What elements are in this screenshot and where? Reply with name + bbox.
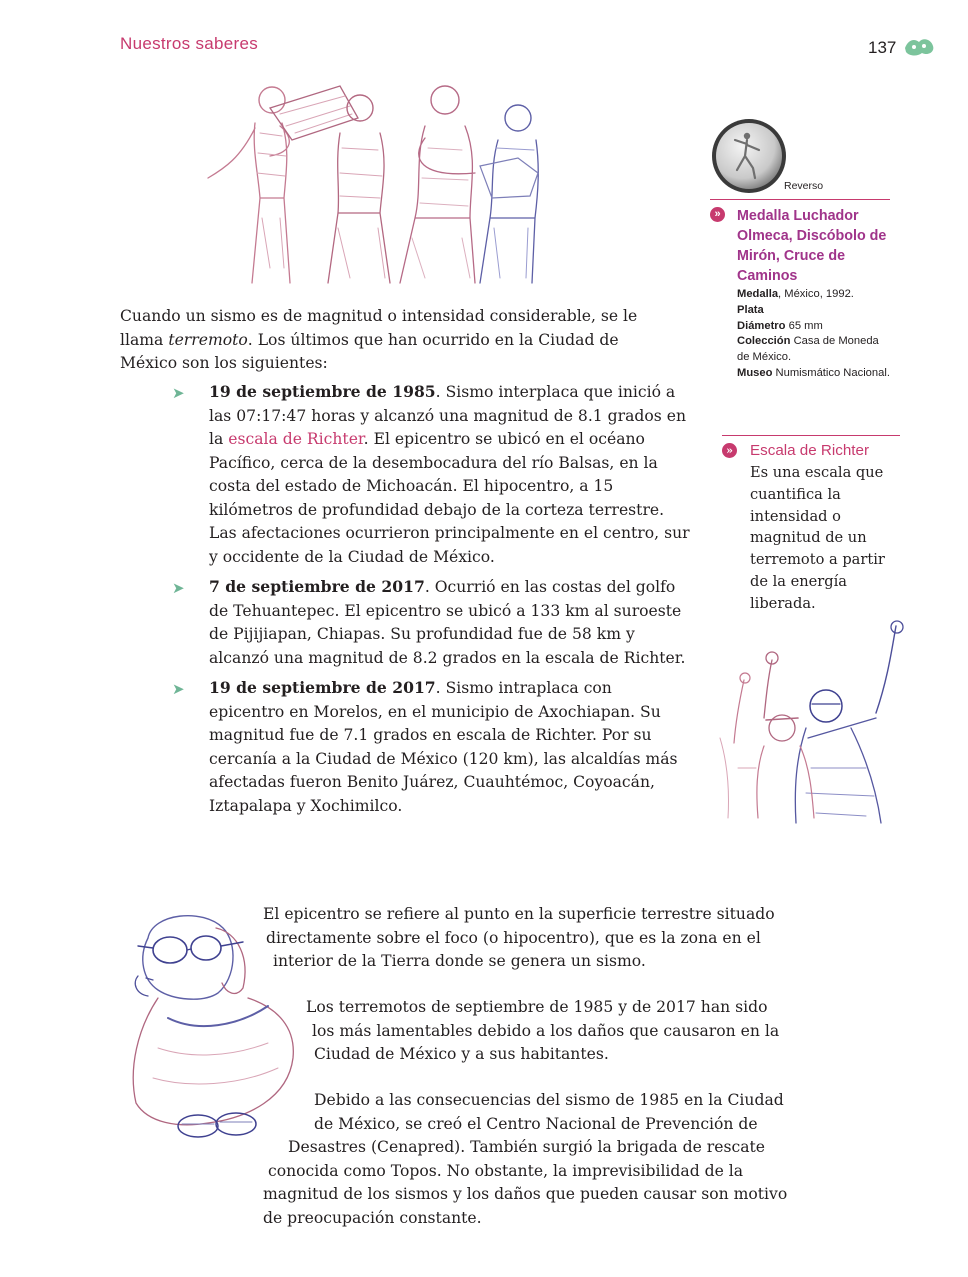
glossary-definition: Es una escala que cuantifica la intensidad o magnitud de un terremoto a partir de la energía liberada. <box>750 464 885 612</box>
glossary-divider <box>722 435 900 436</box>
list-item: ➤ 19 de septiembre de 2017. Sismo intraplaca con epicentro en Morelos, en el municipio de Axochiapan. Su magnitud fue de 7.1 grados en escala de Richter. Por su cercanía a la Ciudad de México (120 km), las alcaldías más afectadas fueron Benito Juárez, Cuauhtémoc, Coyoacán, Iztapalapa y Xochimilco. <box>172 678 678 815</box>
medal-details: Medalla, México, 1992. Plata Diámetro 65 mm Colección Casa de Moneda de México. Museo Numismático Nacional. <box>737 288 890 379</box>
fist <box>891 621 903 633</box>
section-title: Nuestros saberes <box>120 34 259 53</box>
earthquakes-impact-paragraph: Los terremotos de septiembre de 1985 y de 2017 han sido los más lamentables debido a los daños que causaron en la Ciudad de México y a sus habitantes. <box>306 998 780 1063</box>
rescuer-head <box>505 105 531 131</box>
glossary-richter <box>722 441 900 615</box>
richter-scale-link[interactable]: escala de Richter <box>228 430 364 448</box>
rubble-block <box>480 158 538 198</box>
rescuer-body <box>757 746 814 818</box>
dog-snout <box>135 976 153 996</box>
chevron-circle-icon: » <box>710 207 725 222</box>
page-number: 137 <box>868 38 897 57</box>
rescuer-head <box>810 690 842 722</box>
rescuers-illustration <box>200 78 540 288</box>
glossary-term: Escala de Richter <box>750 442 870 459</box>
raised-fists-illustration <box>716 618 906 830</box>
epicenter-paragraph: El epicentro se refiere al punto en la superficie terrestre situado directamente sobre el foco (o hipocentro), que es la zona en el interior de la Tierra donde se genera un sismo. <box>263 905 775 970</box>
rescuer-body <box>208 123 290 283</box>
intro-paragraph: Cuando un sismo es de magnitud o intensidad considerable, se le llama terremoto. Los últimos que han ocurrido en la Ciudad de México son los siguientes: <box>120 307 638 372</box>
raised-arm <box>876 626 896 713</box>
list-item: ➤ 7 de septiembre de 2017. Ocurrió en las costas del golfo de Tehuantepec. El epicentro se ubicó a 133 km al suroeste de Pijijiapan, Chiapas. Su profundidad fue de 58 km y alcanzó una magnitud de 8.2 grados en la escala de Richter. <box>172 577 686 667</box>
rescuer-head <box>259 87 285 113</box>
medal-image <box>711 118 787 194</box>
medal-info <box>710 206 892 382</box>
medal-image-caption: Reverso <box>784 180 824 192</box>
goggles-icon <box>138 936 243 963</box>
raised-arm <box>764 660 772 718</box>
rescuer-body <box>328 133 390 283</box>
medal-title: Medalla Luchador Olmeca, Discóbolo de Mirón, Cruce de Caminos <box>737 208 887 284</box>
triangle-arrow-icon: ➤ <box>172 384 185 402</box>
cenapred-paragraph: Debido a las consecuencias del sismo de 1985 en la Ciudad de México, se creó el Centro Nacional de Prevención de Desastres (Cenapred). También surgió la brigada de rescate conocida como Topos. No obstante, la imprevisibilidad de la magnitud de los sismos y los daños que pueden causar son motivo de preocupación constante. <box>263 1091 788 1227</box>
dog-collar <box>168 1006 268 1026</box>
chevron-circle-icon: » <box>722 443 737 458</box>
rescuer-head <box>431 86 459 114</box>
rescuer-head <box>347 95 373 121</box>
rescuer-body <box>480 140 538 283</box>
fist <box>740 673 750 683</box>
list-item: ➤ 19 de septiembre de 1985. Sismo interplaca que inició a las 07:17:47 horas y alcanzó una magnitud de 8.1 grados en la escala de Richter. El epicentro se ubicó en el océano Pacífico, cerca de la desembocadura del río Balsas, en la costa del estado de Michoacán. El hipocentro, a 15 kilómetros de profundidad debajo de la corteza terrestre. Las afectaciones ocurrieron principalmente en el centro, sur y occidente de la Ciudad de México. <box>172 382 690 566</box>
page-decoration-icon <box>902 36 936 58</box>
medal-divider <box>710 199 890 200</box>
triangle-arrow-icon: ➤ <box>172 579 185 597</box>
triangle-arrow-icon: ➤ <box>172 680 185 698</box>
term-terremoto: terremoto <box>168 330 248 349</box>
dog-ear <box>216 928 245 993</box>
raised-arm <box>734 680 744 743</box>
earthquake-list <box>172 380 692 824</box>
